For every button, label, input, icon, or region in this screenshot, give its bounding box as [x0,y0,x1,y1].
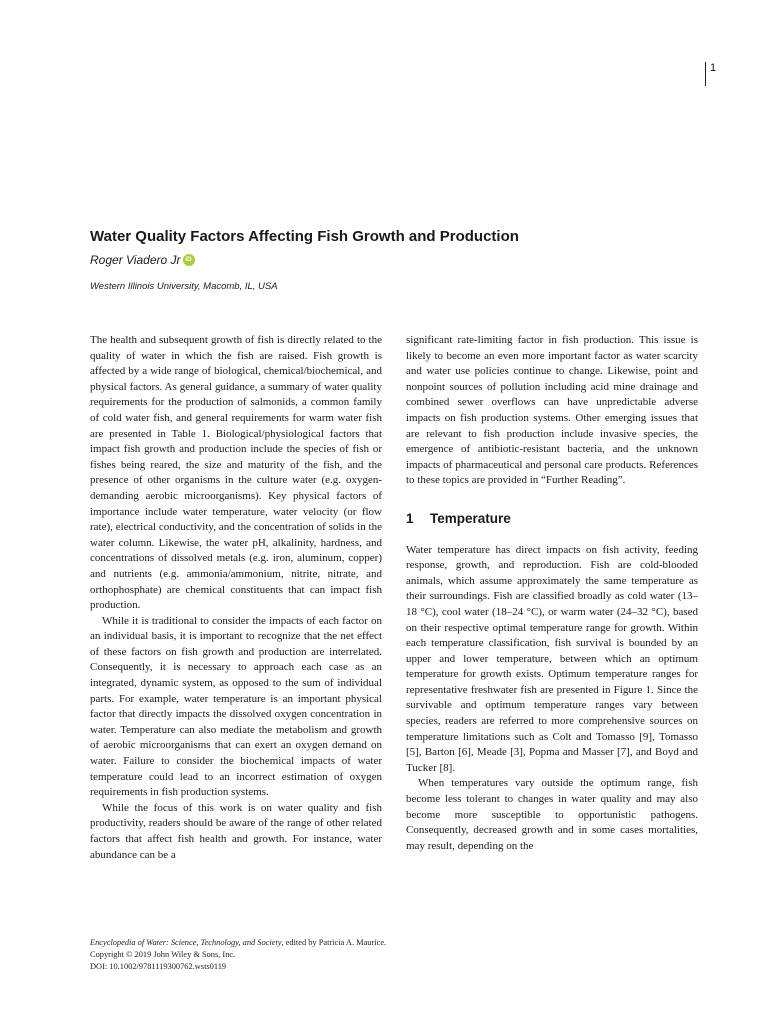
article-title: Water Quality Factors Affecting Fish Growth and Production [90,228,519,245]
page-number: 1 [710,62,717,74]
author-name: Roger Viadero Jr [90,253,181,267]
section-number: 1 [406,510,414,526]
orcid-icon[interactable]: iD [183,254,195,266]
footer-editor: , edited by Patricia A. Maurice. [281,938,387,947]
footer-source-line [90,937,386,949]
body-paragraph: The health and subsequent growth of fish is directly related to the quality of water in which the fish are raised. Fish growth is affected by a wide range of biological, chemical/biochemical, and physical factors. As general guidance, a summary of water quality requirements for the production of salmonids, a common family of cold water fish, and general requirements for warm water fish are presented in Table 1. Biological/physiological factors that impact fish growth and production include the species of fish or fishes being reared, the size and maturity of the fish, and the presence of other organisms in the culture water (e.g. oxygen-demanding aerobic microorganisms). Key physical factors of importance include water temperature, water velocity (or flow rate), electrical conductivity, and the concentration of solids in the water column. Likewise, the water pH, alkalinity, hardness, and concentrations of dissolved metals (e.g. iron, aluminum, copper) and nutrients (e.g. ammonia/ammonium, nitrite, nitrate, and orthophosphate) are chemical constituents that can impact fish production. [90,334,382,612]
body-paragraph: While the focus of this work is on water quality and fish productivity, readers should be aware of the range of other related factors that affect fish health and growth. For instance, water abundance can be a [90,801,382,861]
left-column [90,333,382,863]
author-line [90,253,195,267]
body-paragraph: significant rate-limiting factor in fish production. This issue is likely to become an even more important factor as water scarcity and water use policies continue to change. Likewise, point and nonpoint sources of pollution including acid mine drainage and combined sewer overflows can have unpredictable adverse impacts on fish production systems. Other emerging issues that are relevant to fish production include invasive species, the emergence of antibiotic-resistant bacteria, and the unknown impacts of pharmaceutical and personal care products. References to these topics are provided in “Further Reading”. [406,334,698,487]
body-paragraph: When temperatures vary outside the optimum range, fish become less tolerant to changes in water quality and may also become more susceptible to opportunistic pathogens. Consequently, decreased growth and in some cases mortalities, may result, depending on the [406,777,698,852]
section-heading [406,511,698,527]
citation-footer [90,937,386,973]
encyclopedia-title: Encyclopedia of Water: Science, Technology, and Society [90,938,282,947]
footer-copyright: Copyright © 2019 John Wiley & Sons, Inc. [90,950,236,959]
right-column [406,333,698,854]
body-paragraph: While it is traditional to consider the impacts of each factor on an individual basis, it is important to recognize that the net effect of these factors on fish growth and production are interrelated. Consequently, it is necessary to approach each case as an integrated, dynamic system, as opposed to the sum of individual parts. For example, water temperature is an important physical factor that directly impacts the dissolved oxygen concentration in water. Temperature can also mediate the metabolism and growth of aerobic microorganisms that can exert an oxygen demand on water. Failure to consider the biochemical impacts of water temperature could lead to an incorrect estimation of oxygen requirements in fish production systems. [90,614,382,799]
body-paragraph: Water temperature has direct impacts on fish activity, feeding response, growth, and reproduction. Fish are cold-blooded animals, which assume approximately the same temperature as their surroundings. Fish are classified broadly as cold water (13–18 °C), cool water (18–24 °C), or warm water (24–32 °C), based on their respective optimal temperature range for growth. Within each temperature classification, fish survival is bounded by an upper and lower temperature, between which an optimum temperature for growth exists. Optimum temperature ranges for representative freshwater fish are presented in Figure 1. Since the survivable and optimum temperature ranges vary between species, readers are referred to more comprehensive sources on temperature limitations such as Colt and Tomasso [9], Tomasso [5], Barton [6], Meade [3], Popma and Masser [7], and Boyd and Tucker [8]. [406,543,698,774]
footer-doi[interactable]: DOI: 10.1002/9781119300762.wsts0119 [90,962,227,971]
page-number-divider [705,62,706,86]
author-affiliation: Western Illinois University, Macomb, IL, USA [90,281,278,292]
section-title: Temperature [430,510,511,526]
